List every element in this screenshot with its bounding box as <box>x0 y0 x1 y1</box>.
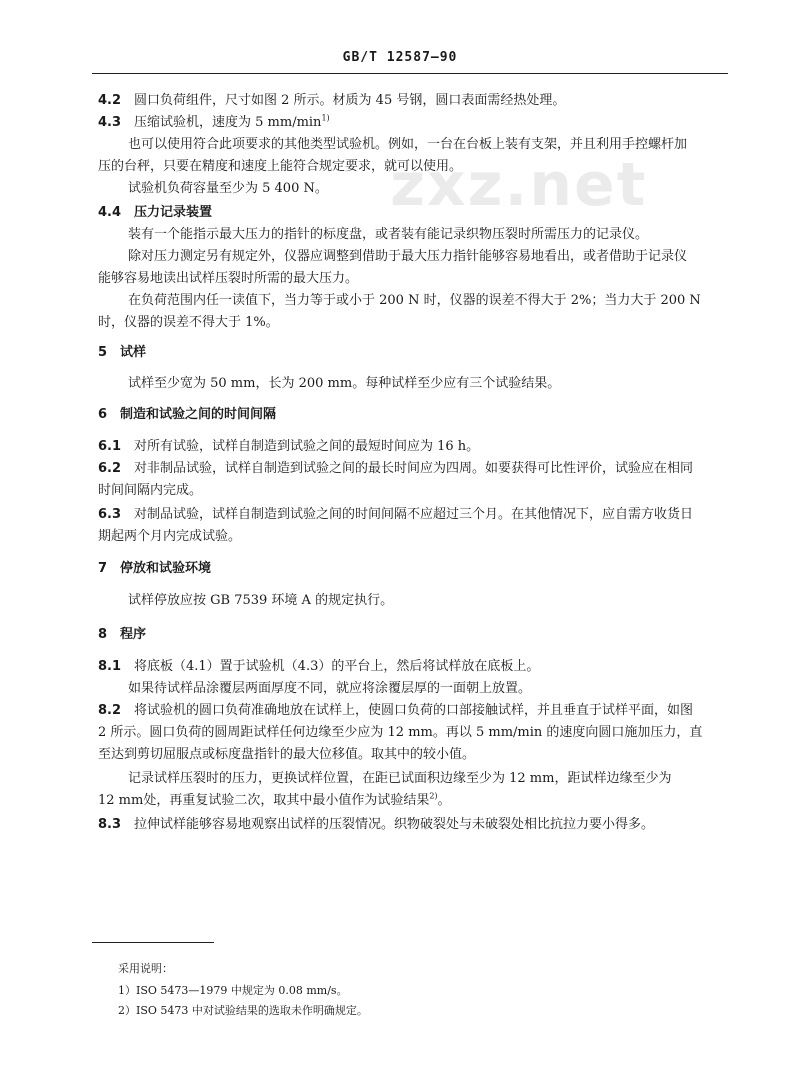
paragraph-line: 在负荷范围内任一读值下，当力等于或小于 200 N 时，仪器的误差不得大于 2%；当力大于 200 N <box>128 293 701 308</box>
clause-number: 4.2 <box>98 93 122 108</box>
section-number: 8 <box>98 627 108 642</box>
paragraph-text: 12 mm处，再重复试验二次，取其中最小值作为试验结果 <box>98 793 430 808</box>
clause-title: 压力记录装置 <box>134 205 213 220</box>
footnote-ref: 2) <box>429 791 438 801</box>
paragraph-line: 记录试样压裂时的压力，更换试样位置，在距已试面积边缘至少为 12 mm，距试样边缘至少为 <box>128 771 672 786</box>
paragraph-line: 也可以使用符合此项要求的其他类型试验机。例如，一台在台板上装有支架，并且利用手控螺杆加 <box>128 137 688 152</box>
paragraph-line: 2 所示。圆口负荷的圆周距试样任何边缘至少应为 12 mm。再以 5 mm/min 的速度向圆口施加压力，直 <box>98 725 703 740</box>
footnote-rule <box>92 942 214 943</box>
clause-number: 4.4 <box>98 205 122 220</box>
paragraph-line: 如果待试样品涂覆层两面厚度不同，就应将涂覆层厚的一面朝上放置。 <box>128 681 532 696</box>
section-title: 试样 <box>120 345 147 360</box>
section-number: 7 <box>98 561 108 576</box>
paragraph-line <box>98 792 451 810</box>
section-number: 5 <box>98 345 108 360</box>
clause-number: 6.3 <box>98 507 122 522</box>
paragraph-line: 时间间隔内完成。 <box>98 483 203 498</box>
paragraph-line: 至达到剪切屈服点或标度盘指针的最大位移值。取其中的较小值。 <box>98 747 476 762</box>
clause-text <box>134 114 330 132</box>
paragraph-line: 压的台秤，只要在精度和速度上能符合规定要求，就可以使用。 <box>98 159 463 174</box>
footnote-2: 2）ISO 5473 中对试验结果的选取未作明确规定。 <box>118 1004 368 1017</box>
clause-text: 拉伸试样能够容易地观察出试样的压裂情况。织物破裂处与未破裂处相比抗拉力要小得多。 <box>134 817 655 832</box>
paragraph-line: 试验机负荷容量至少为 5 400 N。 <box>128 181 328 196</box>
clause-text: 对制品试验，试样自制造到试验之间的时间间隔不应超过三个月。在其他情况下，应自需方收货日 <box>134 507 694 522</box>
header-rule <box>92 73 728 74</box>
clause-text: 将试验机的圆口负荷准确地放在试样上，使圆口负荷的口部接触试样，并且垂直于试样平面，如图 <box>134 703 694 718</box>
paragraph-line: 试样至少宽为 50 mm，长为 200 mm。每种试样至少应有三个试验结果。 <box>128 376 561 391</box>
section-title: 停放和试验环境 <box>120 561 212 576</box>
clause-number: 6.1 <box>98 439 122 454</box>
clause-number: 6.2 <box>98 461 122 476</box>
footnote-ref: 1) <box>321 113 330 123</box>
clause-text-main: 压缩试验机，速度为 5 mm/min <box>134 115 322 130</box>
paragraph-end: 。 <box>437 793 451 808</box>
paragraph-line: 试样停放应按 GB 7539 环境 A 的规定执行。 <box>128 593 394 608</box>
footnote-title: 采用说明： <box>118 962 173 975</box>
watermark: zxz.net <box>390 150 648 220</box>
page-header: GB/T 12587—90 <box>342 50 458 65</box>
section-title: 程序 <box>120 627 147 642</box>
paragraph-line: 除对压力测定另有规定外，仪器应调整到借助于最大压力指针能够容易地看出，或者借助于记录仪 <box>128 249 688 264</box>
paragraph-line: 装有一个能指示最大压力的指针的标度盘，或者装有能记录织物压裂时所需压力的记录仪。 <box>128 227 649 242</box>
clause-number: 8.2 <box>98 703 122 718</box>
paragraph-line: 期起两个月内完成试验。 <box>98 529 242 544</box>
paragraph-line: 能够容易地读出试样压裂时所需的最大压力。 <box>98 271 359 286</box>
clause-number: 8.3 <box>98 817 122 832</box>
clause-number: 4.3 <box>98 115 122 130</box>
paragraph-line: 时，仪器的误差不得大于 1%。 <box>98 315 279 330</box>
footnote-1: 1）ISO 5473—1979 中规定为 0.08 mm/s。 <box>118 984 348 997</box>
section-number: 6 <box>98 407 108 422</box>
clause-text: 将底板（4.1）置于试验机（4.3）的平台上，然后将试样放在底板上。 <box>134 659 540 674</box>
clause-text: 对非制品试验，试样自制造到试验之间的最长时间应为四周。如要获得可比性评价，试验应在相同 <box>134 461 694 476</box>
clause-text: 圆口负荷组件，尺寸如图 2 所示。材质为 45 号钢，圆口表面需经热处理。 <box>134 93 566 108</box>
section-title: 制造和试验之间的时间间隔 <box>120 407 277 422</box>
clause-text: 对所有试验，试样自制造到试验之间的最短时间应为 16 h。 <box>134 439 480 454</box>
clause-number: 8.1 <box>98 659 122 674</box>
